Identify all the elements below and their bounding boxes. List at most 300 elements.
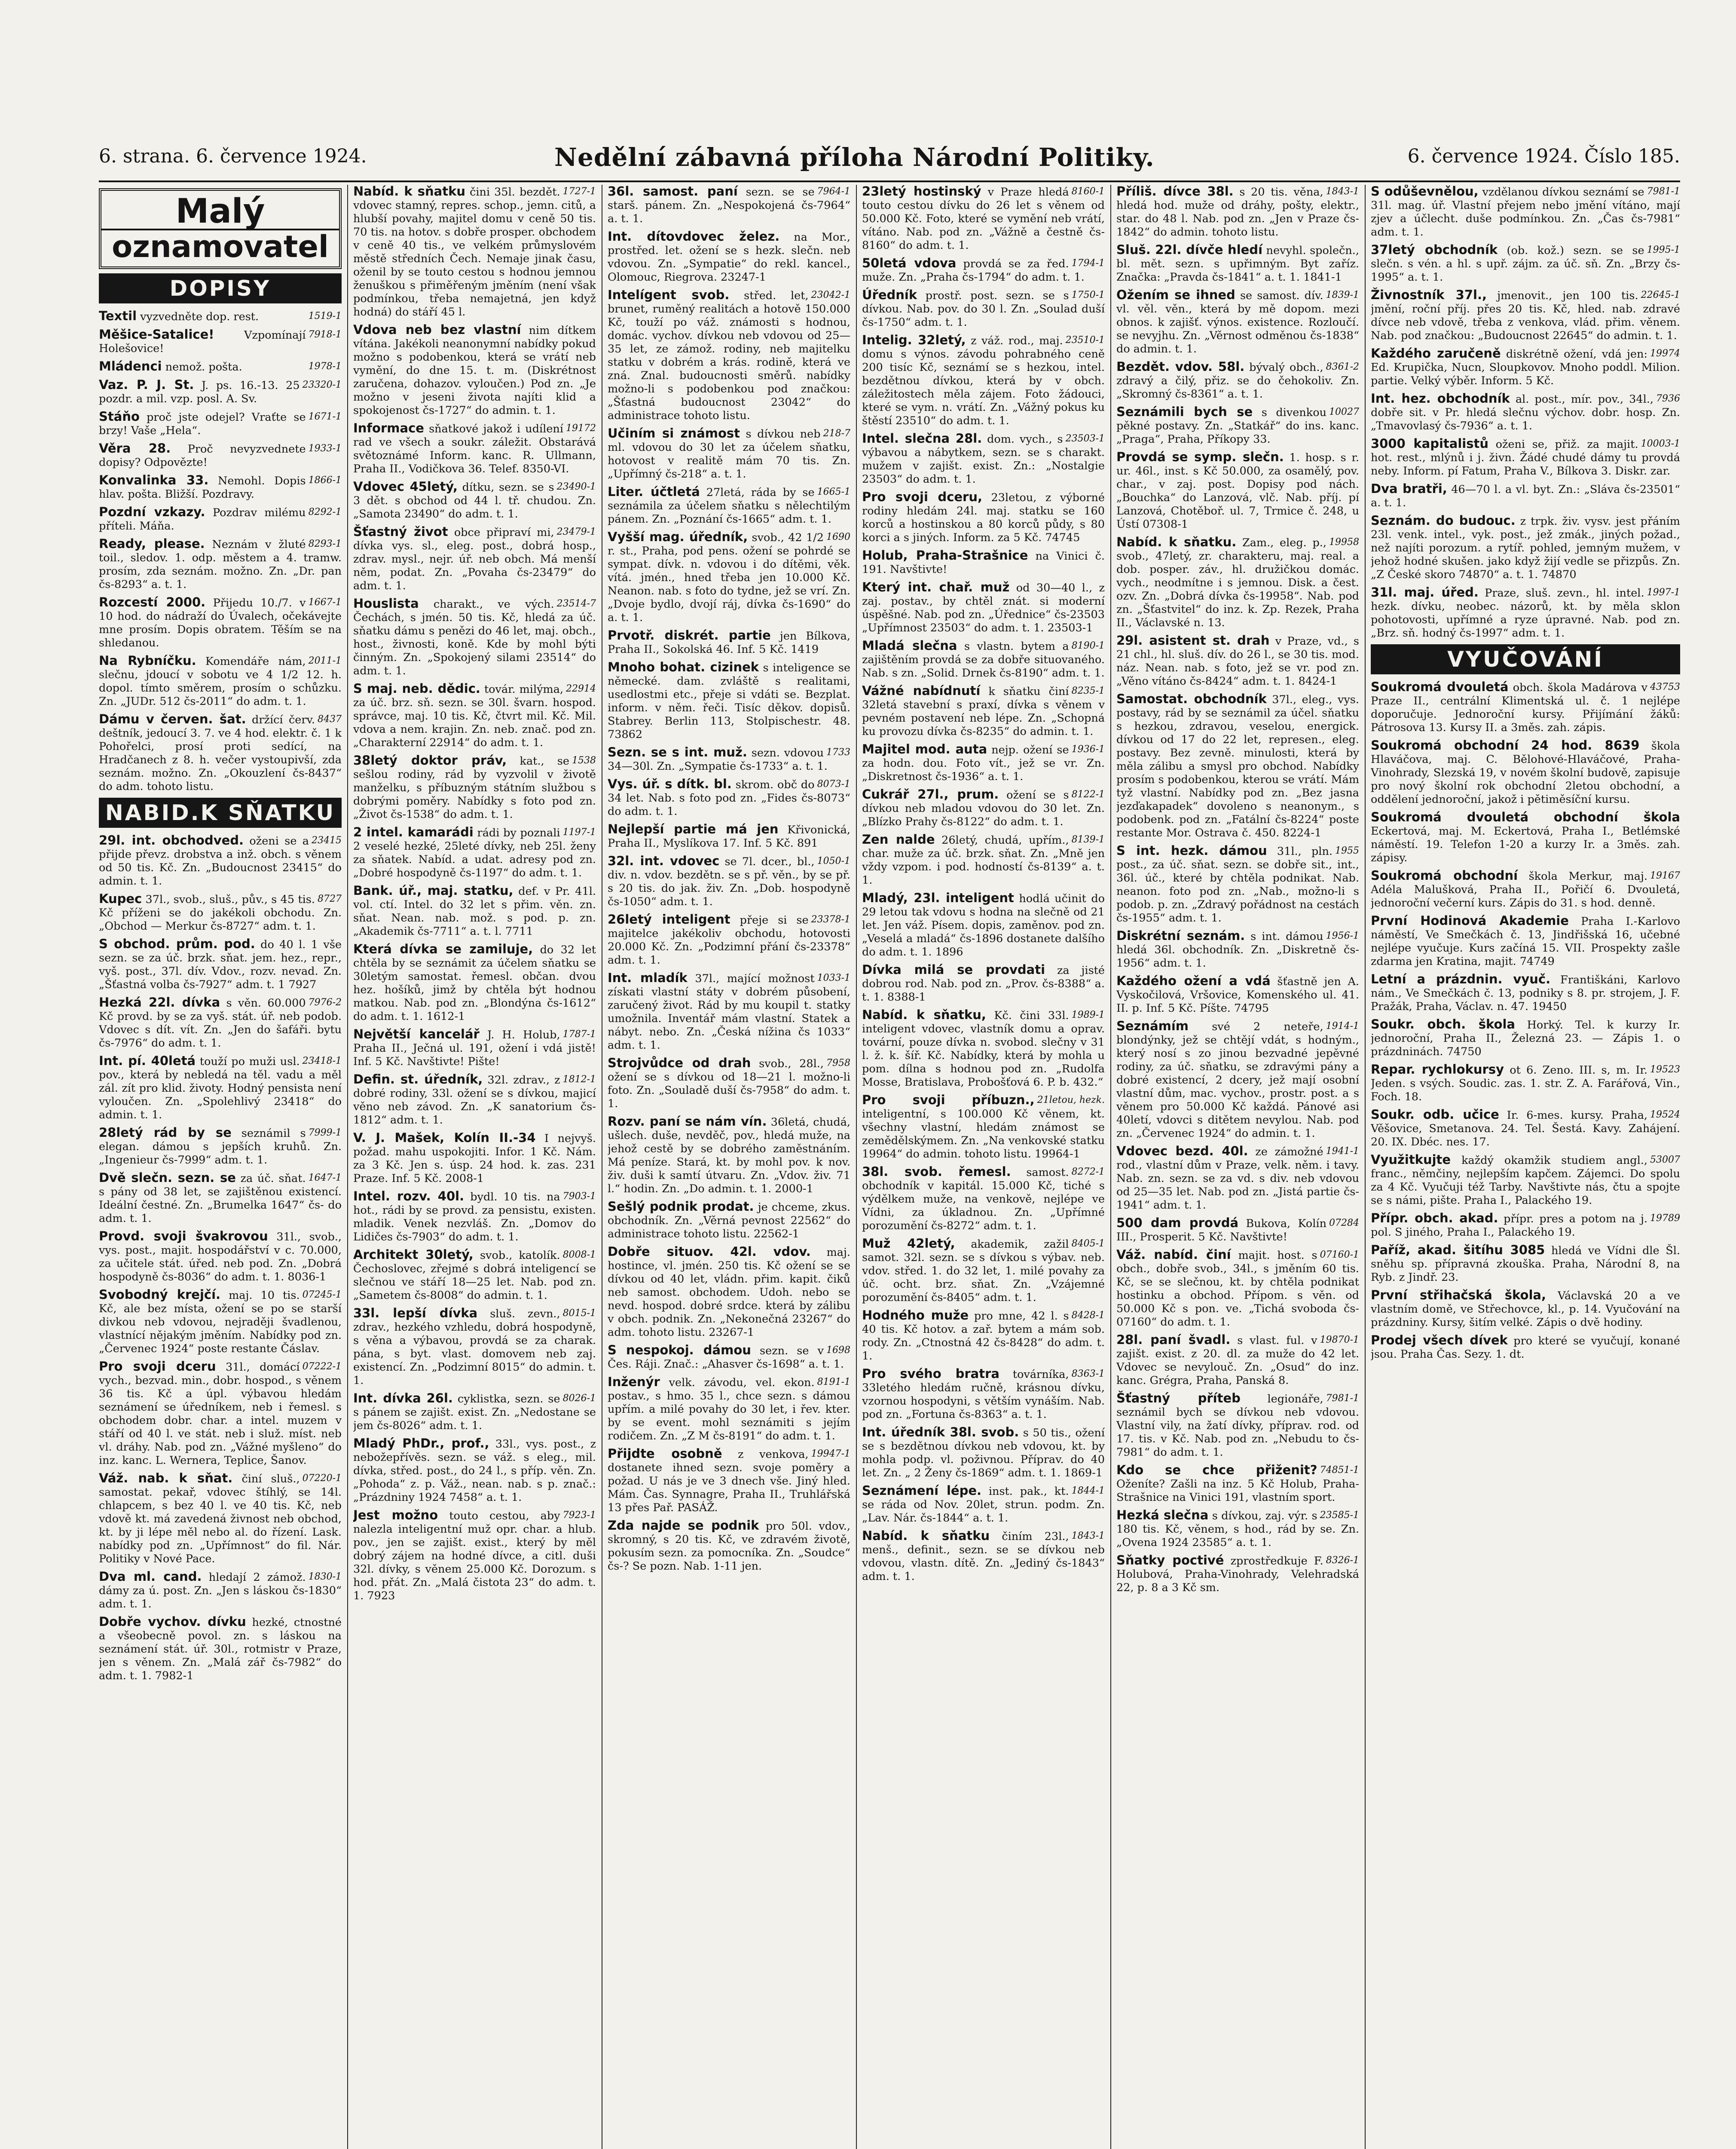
ad-text: maj. 10 tis. Kč, ale bez místa, ožení se po se starší divkou neb vdovou, nejraději švadlenou, vlastnící nějakým jměním. Nabídky pod zn. „Červenec 1924“ poste restante Čáslav.	[99, 1289, 342, 1355]
section-letters: DOPISY	[99, 273, 342, 303]
ad-heading: Repar. rychlokursy	[1371, 1062, 1504, 1077]
ad-heading: Textil	[99, 309, 137, 323]
classified-ad	[353, 480, 596, 521]
classified-ad	[353, 1073, 596, 1127]
classified-ad	[99, 442, 342, 469]
classified-ad	[1371, 1334, 1680, 1361]
ad-number: 1844-1	[1071, 1485, 1105, 1496]
classified-ad	[353, 597, 596, 678]
ad-number: 1794-1	[1071, 258, 1105, 269]
ad-heading: 31l. maj. úřed.	[1371, 585, 1479, 600]
ad-text: přeje si se majitelce jakékoliv obchodu, hotovosti 20.000 Kč. Zn. „Podzimní přání čs-23378“ adm. t. 1.	[608, 914, 850, 967]
masthead-line-1: Malý	[175, 192, 265, 231]
ad-text: jen Bílkova, Praha II., Sokolská 46. Inf. 5 Kč. 1419	[608, 630, 850, 656]
ad-number: 1519-1	[308, 311, 342, 321]
ad-number: 8122-1	[1071, 789, 1105, 800]
classified-ad	[862, 1426, 1105, 1480]
header-rule	[99, 181, 1680, 182]
classified-ad	[353, 1509, 596, 1603]
ad-heading: Inženýr	[608, 1375, 660, 1389]
ad-heading: 26letý inteligent	[608, 912, 730, 927]
ad-text: každý okamžik studiem angl., franc., němčiny, nejlepším kapčem. Zájemci. Do spolu za 4 Kč. Vyučuji též Tarby. Navštivte nás, čtu a spojte se s námi, pište. Praha I., Palackého 19.	[1371, 1154, 1680, 1207]
classified-ad	[1116, 1019, 1359, 1140]
ad-text: touto cestou, aby nalezla inteligentní muž opr. char. a hlub. pov., jen se zajišt. exist., který by měl dobrý zájem na hodné dívce, a citl. duši 32l. dívky, s věnem 25.000 Kč. Dorozum. s hod. přát. Zn. „Malá čistota 23“ do adm. t. 1. 7923	[353, 1509, 596, 1602]
ad-heading: Který int. chař. muž	[862, 580, 1010, 594]
ad-number: 19974	[1650, 348, 1680, 359]
classified-ad	[99, 1126, 342, 1167]
ad-text: sezn. vdovou 34—30l. Zn. „Sympatie čs-1733“ a. t. 1.	[608, 747, 828, 773]
classified-ad	[1371, 185, 1680, 239]
ad-number: 23510-1	[1065, 335, 1105, 346]
ad-number: 23042-1	[811, 290, 850, 300]
ad-text: 1. hosp. s r. ur. 46l., inst. s Kč 50.000, za osamělý, pov. char., v zaj. post. Dopisy pod nách. „Bouchka“ do Lanzová, vlč. Nab. příj. pí Lanzová, Chotěboř. ul. 7, Trmice č. 248, u Ústí 07308-1	[1116, 451, 1359, 531]
ad-text: oženi se, přiž. za majit. hot. rest., mlýnů i j. živn. Žádé chudé dámy tu provdá neby. Inform. pí Fatum, Praha V., Bílkova 3. Diskr. zar.	[1371, 438, 1680, 478]
ad-text: Křivonická, Praha II., Myslíkova 17. Inf. 5 Kč. 891	[608, 823, 850, 850]
ad-text: vyzvedněte dop. rest.	[140, 310, 259, 323]
ad-heading: Konvalinka 33.	[99, 473, 209, 487]
ad-heading: Int. dítovdovec želez.	[608, 229, 780, 244]
ad-number: 8727	[318, 894, 342, 904]
ad-number: 8026-1	[562, 1393, 596, 1404]
ad-text: pro které se vyučují, konané jsou. Praha Čas. Sezy. 1. dt.	[1371, 1335, 1680, 1361]
ad-text: vzdělanou dívkou seznámí se 31l. mag. úř. Vlastní přejem nebo jmění vítáno, mají zjev a účlecht. duše podmínkou. Zn. „Čas čs-7981“ adm. t. 1.	[1371, 186, 1680, 239]
ad-number: 23585-1	[1320, 1510, 1359, 1521]
ad-text: k sňatku činí 32letá stavební s praxí, dívka s věnem v pevném postavení neb lépe. Zn. „Schopná ku provozu dívka čs-8235“ do admin. t. 1.	[862, 685, 1105, 738]
classified-ad	[1371, 1108, 1680, 1149]
ad-text: samost. obchodník v kapitál. 15.000 Kč, tiché s výdělkem muže, na venkově, nejlépe ve Vídni, za úkladnou. Zn. „Upřímné porozumění čs-8272“ adm. t. 1.	[862, 1166, 1105, 1232]
ad-number: 19172	[566, 423, 596, 434]
ad-number: 1671-1	[308, 411, 342, 422]
ad-heading: Prodej všech dívek	[1371, 1333, 1508, 1347]
ad-heading: Ožením se ihned	[1116, 288, 1235, 302]
ad-number: 10027	[1329, 407, 1359, 417]
ad-text: def. v Pr. 41l. vol. ctí. Intel. do 32 let s přim. věn. zn. sňat. Nean. nab. mož. s pod. p. zn. „Akademik čs-7711“ a. t. l. 7711	[353, 885, 596, 938]
classified-ad	[862, 684, 1105, 738]
ad-text: hledá ve Vídni dle Šl. sněhu sp. přípravná zkouška. Praha, Národní 8, na Ryb. z Jindř. 23.	[1371, 1244, 1680, 1284]
ad-number: 19958	[1329, 537, 1359, 548]
ad-heading: Živnostník 37l.,	[1371, 288, 1487, 302]
ad-text: maj. hostince, vl. jmén. 250 tis. Kč ožení se se dívkou od 40 let, vládn. přim. kapit. čiků neb samost. obchodem. Udoh. nebo se nevd. hospod. dobré srdce. která by zálibu v obch. podnik. Zn. „Nekonečná 23267“ do adm. tohoto listu. 23267-1	[608, 1246, 850, 1339]
ad-text: 33l., vys. post., z nebožepřívěs. sezn. se váž. s eleg., mil. dívka, střed. post., do 24 l., s příp. věn. Zn. „Pohoda“ z. p. Váž., nean. nab. s p. znač.: „Prázdniny 1924 7458“ a. t. 1.	[353, 1438, 596, 1504]
classified-ad	[1116, 1333, 1359, 1387]
header-page-date: 6. strana. 6. července 1924.	[99, 145, 367, 167]
ad-text: s 20 tis. věna, hledá hod. muže od dráhy, pošty, elektr., star. do 48 l. Nab. pod zn. „Jen v Praze čs-1842“ do admin. tohoto listu.	[1116, 186, 1359, 239]
ad-number: 19523	[1650, 1064, 1680, 1075]
ad-number: 07160-1	[1320, 1249, 1359, 1260]
ad-text: Neznám v žluté toil., sledov. 1. odp. městem a 4. tramw. prosím, zda seznám. možno. Zn. „Dr. pan čs-8293“ a. t. 1.	[99, 538, 342, 591]
ad-text: nevyhl. společn., bl. mět. sezn. s upřimným. Byt zaříz. Značka: „Pravda čs-1841“ a. t. 1. 1841-1	[1116, 244, 1359, 284]
classified-ad	[1371, 811, 1680, 865]
classified-ad	[1371, 739, 1680, 806]
ad-text: nemož. pošta.	[165, 361, 242, 373]
classified-ad	[1371, 680, 1680, 735]
classified-ad	[1116, 536, 1359, 630]
classified-ad	[1116, 844, 1359, 925]
ad-number: 1936-1	[1071, 744, 1105, 755]
ad-text: v Praze hledá touto cestou dívku do 26 let s věnem od 50.000 Kč. Foto, které se vymění neb vrátí, vítáno. Nab. pod zn. „Vážně a čestně čs-8160“ do adm. t. 1.	[862, 186, 1105, 252]
column-2	[353, 185, 596, 2149]
ad-text: do 40 l. 1 vše sezn. se za úč. brzk. sňat. jem. hez., repr., vyš. post., 37l. dív. Vdov., rozv. nevad. Zn. „Šťastná volba čs-7927“ adm. t. 1 7927	[99, 938, 342, 991]
column-divider	[856, 185, 857, 2149]
ad-number: 7903-1	[562, 1191, 596, 1202]
classified-ad	[99, 713, 342, 793]
classified-ad	[99, 834, 342, 888]
ad-text: Eckertová, maj. M. Eckertová, Praha I., Betlémské náměstí. 19. Telefon 1-20 a kurzy Ir. a 3měs. zah. zápisy.	[1371, 825, 1680, 864]
ad-heading: Intelígent svob.	[608, 288, 730, 302]
classified-ad	[99, 1230, 342, 1284]
ad-text: sňatkové jakož i udílení rad ve všech a soukr. záležit. Obstarává světoznámé Inform. kanc. R. Ullmann, Praha II., Vodičkova 36. Telef. 8350-VI.	[353, 422, 596, 475]
ad-heading: 38l. svob. řemesl.	[862, 1164, 1011, 1179]
ad-text: Františkáni, Karlovo nám., Ve Smečkách č. 13, podniky s 8. pr. strojem, J. F. Pražák, Praha, Václav. n. 47. 19450	[1371, 973, 1680, 1013]
ad-text: hezké, ctnostné a všeobecně povol. zn. s láskou na seznámení stát. úř. 30l., rotmistr v Praze, jen s věnem. Zn. „Malá zář čs-7982“ do adm. t. 1. 7982-1	[99, 1616, 342, 1682]
ad-text: oženi se a přijde převz. drobstva a inž. obch. s věnem od 50 tis. Kč. Zn. „Budoucnost 23415“ do admin. t. 1.	[99, 835, 342, 888]
ad-heading: Vys. úř. s dítk. bl.	[608, 777, 732, 791]
ad-text: svob., 28l., ožení se s dívkou od 18—21 l. možno-li foto. Zn. „Souladě duší čs-7958“ do adm. t. 1.	[608, 1057, 850, 1110]
ad-number: 1750-1	[1071, 290, 1105, 300]
ad-number: 1914-1	[1326, 1021, 1359, 1032]
ad-heading: Samostat. obchodník	[1116, 692, 1267, 706]
ad-heading: Která dívka se zamiluje,	[353, 942, 533, 956]
classified-ad	[608, 854, 850, 909]
classified-ad	[353, 826, 596, 880]
ad-number: 1698	[826, 1345, 850, 1356]
classified-ad	[1371, 347, 1680, 388]
ad-heading: Úředník	[862, 288, 917, 302]
classified-ad	[1116, 450, 1359, 531]
classified-ad	[608, 485, 850, 526]
ad-number: 1978-1	[308, 361, 342, 372]
classified-ad	[608, 778, 850, 818]
ad-heading: Defin. st. úředník,	[353, 1072, 483, 1087]
masthead-line-2: oznamovatel	[101, 229, 339, 263]
ad-text: 37l., mající možnost získati vlastní státy v dobrém působení, zaručený život. Rád by mu koupil t. statky umožnila. Inventář mám vlastní. Statek a nábyt. nebo. Zn. „Česká nížina čs 1033“ adm. t. 1.	[608, 972, 850, 1052]
ad-number: 218-7	[823, 428, 850, 439]
classified-ad	[1371, 586, 1680, 640]
classified-ad	[1371, 869, 1680, 910]
header-issue-number: 6. července 1924. Číslo 185.	[1407, 145, 1680, 167]
ad-text: 23letou, z výborné rodiny hledám 24l. maj. statku se 160 korců a hostinskou a 80 korců půdy, s 80 korci a s jiných. Inform. za 5 Kč. 74745	[862, 491, 1105, 544]
ad-number: 1955	[1335, 845, 1359, 856]
ad-number: 74851-1	[1320, 1465, 1359, 1476]
ad-text: Vzpomínají Holešovice!	[99, 329, 306, 355]
ad-number: 1843-1	[1071, 1531, 1105, 1541]
ad-text: rádi by poznali 2 veselé hezké, 25leté dívky, neb 25l. ženy za sňatek. Nabíd. a udat. adresy pod zn. „Dobré hospodyně čs-1197“ do adm. t. 1.	[353, 827, 596, 879]
ad-number: 7918-1	[308, 329, 342, 340]
ad-heading: S maj. neb. dědic.	[353, 681, 480, 696]
ad-heading: Soukromá obchodní 24 hod. 8639	[1371, 738, 1640, 753]
ad-heading: Měšice-Satalice!	[99, 327, 214, 342]
ad-text: s 50 tis., ožení se s bezdětnou dívkou neb vdovou, kt. by mohla podp. vl. poživnou. Příprav. do 40 let. Zn. „ 2 Ženy čs-1869“ adm. t. 1. 1869-1	[862, 1427, 1105, 1479]
ad-number: 07220-1	[302, 1473, 342, 1484]
classified-ad	[608, 427, 850, 481]
ad-text: s inteligence se německé. dam. zvláště s realitami, usedlostmi etc., přeje si vdáti se. Bezplat. inform. v něm. řeči. Tisíc děkov. dopisů. Stabrey. Berlin 113, Stolpischestr. 48. 73862	[608, 661, 850, 741]
ad-heading: Pro svoji dceru,	[862, 490, 983, 504]
ad-heading: 29l. asistent st. drah	[1116, 633, 1270, 648]
ad-text: akademik, zažil samot. 32l. sezn. se s dívkou s výbav. neb. vdov. střed. 1. do 32 let, 1. milé povahy za úč. ocht. brz. sňat. Zn. „Vzájemné porozumění čs-8405“ adm. t. 1.	[862, 1238, 1105, 1304]
classified-ad	[1371, 1243, 1680, 1284]
ad-heading: Mladá slečna	[862, 638, 957, 653]
ad-number: 23320-1	[302, 380, 342, 390]
ad-text: v Praze, vd., s 21 chl., hl. sluš. dív. do 26 l., se 30 tis. mod. náz. Nean. nab. s foto, jež se vr. pod zn. „Věno vítáno čs-8424“ adm. t. 1. 8424-1	[1116, 635, 1359, 688]
ads-list	[862, 185, 1105, 1583]
ad-text: Horký. Tel. k kurzy Ir. jednoroční, Praha II., Železná 23. — Zápis 1. o prázdninách. 74750	[1371, 1019, 1680, 1058]
classified-ad	[99, 537, 342, 591]
ad-text: 37l., svob., sluš., pův., s 45 tis. Kč příženi se do jakékoli obchodu. Zn. „Obchod — Merkur čs-8727“ adm. t. 1.	[99, 893, 342, 933]
ad-heading: Cukrář 27l., prum.	[862, 787, 999, 802]
ad-heading: První střihačská škola,	[1371, 1288, 1547, 1302]
ad-number: 19167	[1650, 870, 1680, 881]
ad-heading: Soukromá obchodní	[1371, 868, 1518, 883]
ad-text: za jisté dobrou rod. Nab. pod zn. „Prov. čs-8388“ a. t. 1. 8388-1	[862, 964, 1105, 1004]
classified-ad	[99, 1054, 342, 1122]
ad-text: charakt., ve vých. Čechách, s jmén. 50 tis. Kč, hledá za úč. sňatku dámu s penězi do 46 let, maj. obch., host., živnosti, koně. Kde by mohl býti činným. Zn. „Spokojený silami 23514“ do adm. t. 1.	[353, 598, 596, 677]
classified-ad	[353, 1248, 596, 1302]
ad-number: 1995-1	[1647, 245, 1680, 255]
ad-text: jmenovit., jen 100 tis. jmění, roční příj. přes 20 tis. Kč, hled. nab. zdravé dívce neb vdově, třeba z venkova, vlád. přim. věnem. Nab. pod značkou: „Budoucnost 22645“ do admin. t. 1.	[1371, 289, 1680, 342]
ad-text: ožení se s dívkou neb mladou vdovou do 30 let. Zn. „Blízko Prahy čs-8122“ do adm. t. 1.	[862, 789, 1105, 828]
ad-number: 7976-2	[308, 997, 342, 1008]
ad-number: 19524	[1650, 1109, 1680, 1120]
ad-heading: Mladý PhDr., prof.,	[353, 1436, 489, 1451]
ad-text: bydl. 10 tis. na hot., rádi by se provd. za pensistu, existen. mladik. Venek nezvláš. Zn. „Domov do Lidičes čs-7903“ do adm. t. 1.	[353, 1191, 596, 1243]
ad-heading: Strojvůdce od drah	[608, 1056, 751, 1070]
ad-heading: Každého zaručeně	[1371, 346, 1501, 361]
ad-heading: Seznámení lépe.	[862, 1483, 982, 1498]
classified-ad	[1371, 973, 1680, 1013]
ad-text: Komendáře nám, slečnu, jdoucí v sobotu ve 4 1/2 12. h. dopol. tímto směrem, prosím o schůzku. Zn. „JUDr. 512 čs-2011“ do adm. t. 1.	[99, 655, 342, 708]
ad-heading: Letní a prázdnin. vyuč.	[1371, 972, 1551, 986]
classified-ad	[353, 884, 596, 938]
classified-ad	[353, 323, 596, 417]
ad-text: 31l., domácí vych., bezvad. min., dobr. hospod., s věnem 36 tis. Kč a úpl. výbavou hledám seznámení se úředníkem, neb i řemesl. s obchodem dobr. char. a intel. muzem v stáří od 40 l. ve stát. neb i služ. míst. neb vl. dráhy. Nab. pod zn. „Vážné myšleno“ do inz. kanc. L. Wernera, Teplice, Šanov.	[99, 1361, 342, 1467]
ad-number: 1197-1	[562, 827, 596, 838]
ad-text: ot 6. Zeno. III. s, m. Ir. Jeden. s vsých. Soudic. zas. 1. str. Z. A. Farářová, Vin., Foch. 18.	[1371, 1064, 1680, 1103]
ad-text: diskrétně ožení, vdá jen: Ed. Krupička, Nucn, Sloupkovov. Mnoho poddl. Milion. partie. Velký výběr. Inform. 5 Kč.	[1371, 348, 1680, 387]
classified-ad	[1116, 185, 1359, 239]
ad-text: na Vinici č. 191. Navštivte!	[862, 550, 1105, 576]
ad-text: provdá se za řed. muže. Zn. „Praha čs-1794“ do adm. t. 1.	[862, 257, 1085, 284]
ad-number: 7936	[1656, 393, 1680, 404]
ad-text: s vlastn. bytem a zajištěním provdá se za dobře situovaného. Nab. s zn. „Solid. Drnek čs-8190“ adm. t. 1.	[862, 640, 1105, 680]
ad-text: s divenkou pěkné postavy. Zn. „Statkář“ do ins. kanc. „Praga“, Praha, Příkopy 33.	[1116, 406, 1359, 446]
ad-number: 8361-2	[1326, 361, 1359, 372]
classified-ad	[862, 1093, 1105, 1161]
ad-text: inst. pak., kt. se ráda od Nov. 20let, strun. podm. Zn. „Lav. Nár. čs-1844“ a. t. 1.	[862, 1485, 1105, 1525]
classified-ad	[608, 1375, 850, 1443]
ad-heading: S odůševnělou,	[1371, 185, 1479, 199]
classified-ad	[608, 661, 850, 741]
column-divider	[1110, 185, 1111, 2149]
ad-number: 1812-1	[562, 1074, 596, 1085]
classified-ad	[608, 1056, 850, 1111]
ad-heading: Hodného muže	[862, 1308, 969, 1322]
ad-number: 10003-1	[1641, 438, 1680, 449]
classified-ad	[353, 1307, 596, 1387]
ad-number: 1690	[826, 532, 850, 542]
classified-ad	[353, 1028, 596, 1068]
ad-heading: 28l. paní švadl.	[1116, 1332, 1231, 1347]
ad-text: Přijedu 10./7. v 10 hod. do nádraží do Úvalech, očekávejte mne prosím. Dopis obratem. Těším se na shledanou.	[99, 597, 342, 649]
ad-heading: Vážné nabídnutí	[862, 683, 981, 698]
ad-heading: 2 intel. kamarádi	[353, 825, 474, 839]
ad-heading: Jest možno	[353, 1508, 438, 1522]
classified-ad	[353, 682, 596, 750]
ad-heading: Houslista	[353, 596, 419, 611]
ad-heading: Nabíd. k sňatku.	[1116, 535, 1237, 549]
section-education: VYUČOVÁNÍ	[1371, 644, 1680, 674]
ad-text: Václavská 20 a ve vlastním domě, ve Střechovce, kl., p. 14. Vyučování na prázdniny. Kursy, šitím velké. Zápis o dvě hodiny.	[1371, 1289, 1680, 1329]
classified-ad	[1116, 1145, 1359, 1212]
ad-number: 8191-1	[817, 1377, 850, 1387]
ad-heading: S nespokoj. dámou	[608, 1343, 751, 1357]
classified-ad	[862, 334, 1105, 428]
ad-text: (ob. kož.) sezn. se se slečn. s vén. a hl. s upř. zájm. za úč. sň. Zn. „Brzy čs-1995“ a. t. 1.	[1371, 244, 1680, 284]
ads-list	[1371, 680, 1680, 1361]
ad-heading: Dobře situov. 42l. vdov.	[608, 1244, 811, 1259]
classified-masthead	[99, 188, 342, 269]
ad-text: továrníka, 33letého hledám ručně, krásnou dívku, vzornou hospodyni, s větším vynáším. Nab. pod zn. „Fortuna čs-8363“ a. t. 1.	[862, 1368, 1105, 1421]
classified-ad	[862, 257, 1105, 284]
ad-heading: Pro svoji dceru	[99, 1359, 216, 1374]
ad-heading: Dva bratři,	[1371, 481, 1447, 496]
ad-heading: Provdá se symp. slečn.	[1116, 450, 1284, 464]
ad-heading: Intel. rozv. 40l.	[353, 1189, 465, 1203]
ad-text: za úč. sňat. s pány od 38 let, se zajištěnou existencí. Ideální čestné. Zn. „Brumelka 1647“ čs- do adm. t. 1.	[99, 1172, 342, 1225]
ad-text: na Mor., prostřed. let. ožení se s hezk. slečn. neb vdovou. Zn. „Sympatie“ do rekl. kancel., Olomouc, Riegrova. 23247-1	[608, 231, 850, 284]
ad-text: majit. host. s obch., dobře svob., 34l., s jměním 60 tis. Kč, se se slečnou, kt. by chtěla podnikat hostinku a obchod. Přípom. s věn. od 50.000 Kč s pon. ve. „Tichá svoboda čs-07160“ do adm. t. 1.	[1116, 1249, 1359, 1329]
ad-text: šťastně jen A. Vyskočilová, Vršovice, Komenského ul. 41. II. p. Inf. 5 Kč. Píšte. 74795	[1116, 975, 1359, 1015]
ad-number: 2011-1	[308, 655, 342, 666]
ad-heading: Nejlepší partie má jen	[608, 822, 779, 836]
ad-heading: Příliš. dívce 38l.	[1116, 185, 1234, 199]
ad-text: Zam., eleg. p., svob., 47letý, zr. charakteru, maj. real. a dob. posper. záv., hl. družičkou domác. vych., neodmítne i s jemnou. Disk. a čest. ozv. Zn. „Dobrá dívka čs-19958“. Nab. pod zn. „Šťastvitel“ do inz. k. Zp. Rezek, Praha II., Václavské n. 13.	[1116, 536, 1359, 629]
ad-heading: Intelig. 32letý,	[862, 333, 966, 347]
classified-ad	[353, 1437, 596, 1504]
classified-ad	[862, 1529, 1105, 1583]
classified-ad	[353, 943, 596, 1023]
ad-text: obce připraví mi, dívka vys. sl., eleg. post., dobrá hosp., zdrav. mysl., nejr. úř. neb obch. Má menší něm, podat. Zn. „Povaha čs-23479“ do adm. t. 1.	[353, 526, 596, 592]
ad-text: z venkova, dostanete ihned sezn. svoje poměry a požad. U nás je ve 3 dnech vše. Jiný hled. Mám. Čas. Synnagre, Praha II., Truhlářská 13 přes Pař. PASÁŽ.	[608, 1448, 850, 1514]
ad-heading: První Hodinová Akademie	[1371, 913, 1569, 928]
column-5	[1116, 185, 1359, 2149]
ad-text: 26letý, chudá, upřím., char. muže za úč. brzk. sňat. Zn. „Mně jen vždy vzpom. i pod. hodností čs-8139“ a. t. 1.	[862, 834, 1105, 887]
ad-text: cyklistka, sezn. se s pánem se zajišt. exist. Zn. „Nedostane se jem čs-8026“ adm. t. 1.	[353, 1393, 596, 1432]
ad-number: 8428-1	[1071, 1310, 1105, 1321]
classified-ad	[1116, 1248, 1359, 1329]
ad-text: skrom. obč do 34 let. Nab. s foto pod zn. „Fides čs-8073“ do adm. t. 1.	[608, 778, 850, 818]
ad-text: 27letá, ráda by se seznámila za účelem sňatku s nělechtilým pánem. Zn. „Poznání čs-1665“ adm. t. 1.	[608, 486, 850, 526]
ad-heading: 3000 kapitalistů	[1371, 436, 1488, 451]
classified-ad	[353, 185, 596, 319]
classified-ad	[99, 1615, 342, 1683]
ad-number: 8235-1	[1071, 686, 1105, 696]
ad-heading: Dámu v červen. šat.	[99, 712, 246, 726]
ad-heading: Paříž, akad. šitíhu 3085	[1371, 1243, 1545, 1257]
ad-number: 19870-1	[1320, 1335, 1359, 1345]
ad-number: 8292-1	[308, 507, 342, 517]
ad-number: 1727-1	[562, 186, 596, 197]
ad-heading: Soukromá dvouletá obchodní škola	[1371, 810, 1680, 824]
ad-number: 22645-1	[1641, 290, 1680, 300]
classified-ad	[1371, 288, 1680, 343]
ad-text: 31l., pln. post., za úč. sňat. sezn. se dobře sit., int., 36l. úč., které by chtěla podnikat. Nab. neanon. foto pod zn. „Nab., možno-li s podob. p. zn. „Zdravý pořádnost na cestách čs-1955“ adm. t. 1.	[1116, 845, 1359, 924]
classified-ad	[862, 1165, 1105, 1233]
classified-ad	[608, 1447, 850, 1515]
ad-number: 19947-1	[811, 1448, 850, 1459]
classified-ad	[1371, 1153, 1680, 1207]
classified-ad	[608, 1519, 850, 1573]
ad-number: 7981-1	[1647, 186, 1680, 197]
ad-text: pro mne, 42 l. s 40 tis. Kč hotov. a zař. bytem a mám sob. rody. Zn. „Ctnostná 42 čs-8428“ do adm. t. 1.	[862, 1310, 1105, 1362]
ad-text: škola Hlaváčova, maj. C. Bělohové-Hlaváčové, Praha-Vinohrady, Slezská 19, v novém školní budově, zapisuje pro nový školní rok obchodní 2letou obchodní, a oddělení jednoroční, jakož i pětiměsíční kursu.	[1371, 740, 1680, 806]
ad-heading: 32l. int. vdovec	[608, 854, 720, 868]
classifieds-columns	[99, 185, 1680, 2149]
ad-heading: Svobodný krejčí.	[99, 1287, 221, 1302]
classified-ad	[608, 823, 850, 850]
ad-heading: Rozv. paní se nám vín.	[608, 1114, 767, 1129]
ad-text: činím 23l., menš., definit., sezn. se se dívkou neb vdovou, vlastn. dítě. Zn. „Jediný čs-1843“ adm. t. 1.	[862, 1530, 1105, 1583]
classified-ad	[99, 1171, 342, 1225]
classified-ad	[608, 1200, 850, 1241]
ad-text: z váž. rod., maj. domu s výnos. závodu pohrabného ceně 200 tisíc Kč, seznámí se s hezkou, intel. bezdětnou dívkou, která by v obch. záležitostech měla zájem. Foto žádouci, které se vym. n. vrátí. Zn. „Vážný pokus ku štěstí 23510“ do adm. t. 1.	[862, 334, 1105, 427]
ad-text: svob., katolík. Čechoslovec, zřejmé s dobrá inteligencí se slečnou ve stáří 18—25 let. Nab. pod zn. „Sametem čs-8008“ do admin. t. 1.	[353, 1249, 596, 1302]
ad-number: 8272-1	[1071, 1166, 1105, 1177]
ad-text: z trpk. živ. vysv. jest přáním 23l. venk. intel., vyk. post., jež zmák., jiných požad., než najíti porozum. a rytíř. pohled, jemným mužem, v jehož hodné skušen. jako když žijí vedle se přizpůs. Zn. „Z České skoro 74870“ a. t. 1. 74870	[1371, 515, 1680, 581]
classified-ad	[353, 754, 596, 821]
ad-text: Proč nevyzvednete dopisy? Odpovězte!	[99, 443, 306, 469]
ad-heading: Seznámím	[1116, 1019, 1189, 1033]
ad-heading: Intel. slečna 28l.	[862, 431, 982, 446]
classified-ad	[608, 1344, 850, 1371]
classified-ad	[353, 1392, 596, 1433]
ad-heading: Zda najde se podnik	[608, 1518, 759, 1533]
section-marriage: NABID.K SŇATKU	[99, 798, 342, 828]
classified-ad	[862, 1309, 1105, 1363]
classified-ad	[1116, 929, 1359, 970]
ad-number: 8405-1	[1071, 1238, 1105, 1249]
classified-ad	[862, 432, 1105, 486]
classified-ad	[1116, 1554, 1359, 1595]
ad-number: 8160-1	[1071, 186, 1105, 197]
classified-ad	[99, 892, 342, 933]
classified-ad	[353, 422, 596, 476]
classified-ad	[608, 746, 850, 773]
ad-heading: Dobře vychov. dívku	[99, 1614, 246, 1629]
classified-ad	[99, 360, 342, 374]
ad-heading: Dvě slečn. sezn. se	[99, 1170, 236, 1185]
ad-text: hodlá učinit do 29 letou tak vdovu s hodna na slečně od 21 let. Jen váž. Písem. dopis, zaměnov. pod zn. „Veselá a mladá“ čs-1896 dostanete dalšího do adm. t. 1. 1896	[862, 892, 1105, 958]
ad-text: Bukova, Kolín III., Prosperit. 5 Kč. Navštivte!	[1116, 1217, 1326, 1243]
page-header	[99, 145, 1680, 175]
ad-heading: Přípr. obch. akad.	[1371, 1211, 1498, 1225]
ad-text: Oženíte? Zašli na inz. 5 Kč Holub, Praha-Strašnice na Vinici 191, vlastním sport.	[1116, 1478, 1359, 1504]
ad-heading: Dva ml. cand.	[99, 1569, 202, 1584]
classified-ad	[99, 328, 342, 355]
ad-heading: Pro svého bratra	[862, 1366, 999, 1381]
ad-text: se samost. dív. vl. věl. věn., která by mě dopom. mezi obnos. k zajišť. výnos. existence. Rozloučí. se nevyjhu. Zn. „Věrnost odměnou čs-1838“ do admin. t. 1.	[1116, 289, 1359, 355]
ad-text: Ir. 6-mes. kursy. Praha, Věšovice, Smetanova. 24. Tel. Šestá. Kavy. Zahájení. 20. IX. Dbéc. nes. 17.	[1371, 1109, 1680, 1148]
classified-ad	[99, 1570, 342, 1611]
ad-heading: Bezdět. vdov. 58l.	[1116, 359, 1245, 374]
classified-ad	[862, 1484, 1105, 1525]
ad-heading: 37letý obchodník	[1371, 242, 1498, 257]
classified-ad	[608, 629, 850, 656]
ad-heading: Informace	[353, 421, 424, 435]
ad-number: 23415	[312, 835, 342, 846]
ad-text: držící červ. deštník, jedoucí 3. 7. ve 4 hod. elektr. č. 1 k Pohořelci, prosí proti sedící, na Hradčanech z 8. h. večer vystoupivší, zda seznám. možno. Zn. „Okouzlení čs-8437“ do adm. tohoto listu.	[99, 713, 342, 793]
classified-ad	[99, 1472, 342, 1566]
classified-ad	[1371, 1289, 1680, 1329]
